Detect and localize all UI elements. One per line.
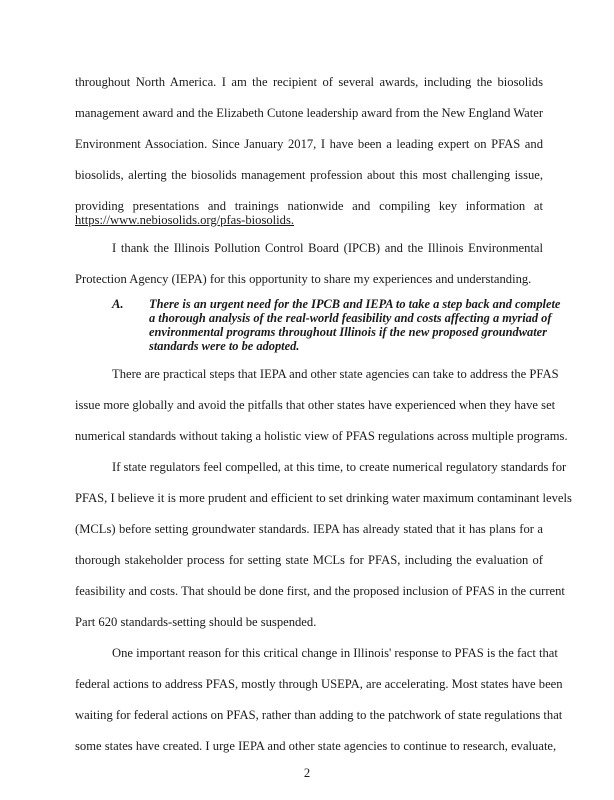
text-line: Part 620 standards-setting should be suspended. (75, 615, 317, 629)
text-line: waiting for federal actions on PFAS, rather than adding to the patchwork of state regulations that (75, 708, 563, 722)
heading-letter: A. (112, 297, 124, 311)
text-line: thorough stakeholder process for setting state MCLs for PFAS, including the evaluation of (75, 553, 543, 567)
text-line: (MCLs) before setting groundwater standards. IEPA has already stated that it has plans for a (75, 522, 543, 536)
text-line: federal actions to address PFAS, mostly through USEPA, are accelerating. Most states have been (75, 677, 563, 691)
text-line: I thank the Illinois Pollution Control Board (IPCB) and the Illinois Environmental (112, 241, 543, 255)
text-line: throughout North America. I am the recipient of several awards, including the biosolids (75, 75, 543, 89)
text-line: feasibility and costs. That should be done first, and the proposed inclusion of PFAS in the current (75, 584, 565, 598)
text-line: biosolids, alerting the biosolids management profession about this most challenging issue, (75, 168, 543, 182)
heading-line: standards were to be adopted. (149, 339, 300, 353)
text-line: providing presentations and trainings nationwide and compiling key information at (75, 199, 543, 213)
heading-line: environmental programs throughout Illinois if the new proposed groundwater (149, 325, 547, 339)
text-line: There are practical steps that IEPA and other state agencies can take to address the PFAS (112, 367, 559, 381)
text-line: If state regulators feel compelled, at this time, to create numerical regulatory standards for (112, 460, 567, 474)
text-line: some states have created. I urge IEPA and other state agencies to continue to research, evaluate, (75, 739, 557, 753)
text-line: Protection Agency (IEPA) for this opportunity to share my experiences and understanding. (75, 272, 532, 286)
text-line: management award and the Elizabeth Cutone leadership award from the New England Water (75, 106, 544, 120)
text-line: Environment Association. Since January 2017, I have been a leading expert on PFAS and (75, 137, 543, 151)
heading-line: a thorough analysis of the real-world feasibility and costs affecting a myriad of (149, 311, 552, 325)
text-line: One important reason for this critical change in Illinois' response to PFAS is the fact that (112, 646, 558, 660)
heading-line: There is an urgent need for the IPCB and IEPA to take a step back and complete (149, 297, 561, 311)
text-line: PFAS, I believe it is more prudent and efficient to set drinking water maximum contaminant levels (75, 491, 572, 505)
text-line: issue more globally and avoid the pitfalls that other states have experienced when they have set (75, 398, 556, 412)
text-line: numerical standards without taking a holistic view of PFAS regulations across multiple programs. (75, 429, 568, 443)
page-number: 2 (303, 766, 311, 780)
pfas-biosolids-link[interactable]: https://www.nebiosolids.org/pfas-biosolids. (75, 213, 294, 227)
